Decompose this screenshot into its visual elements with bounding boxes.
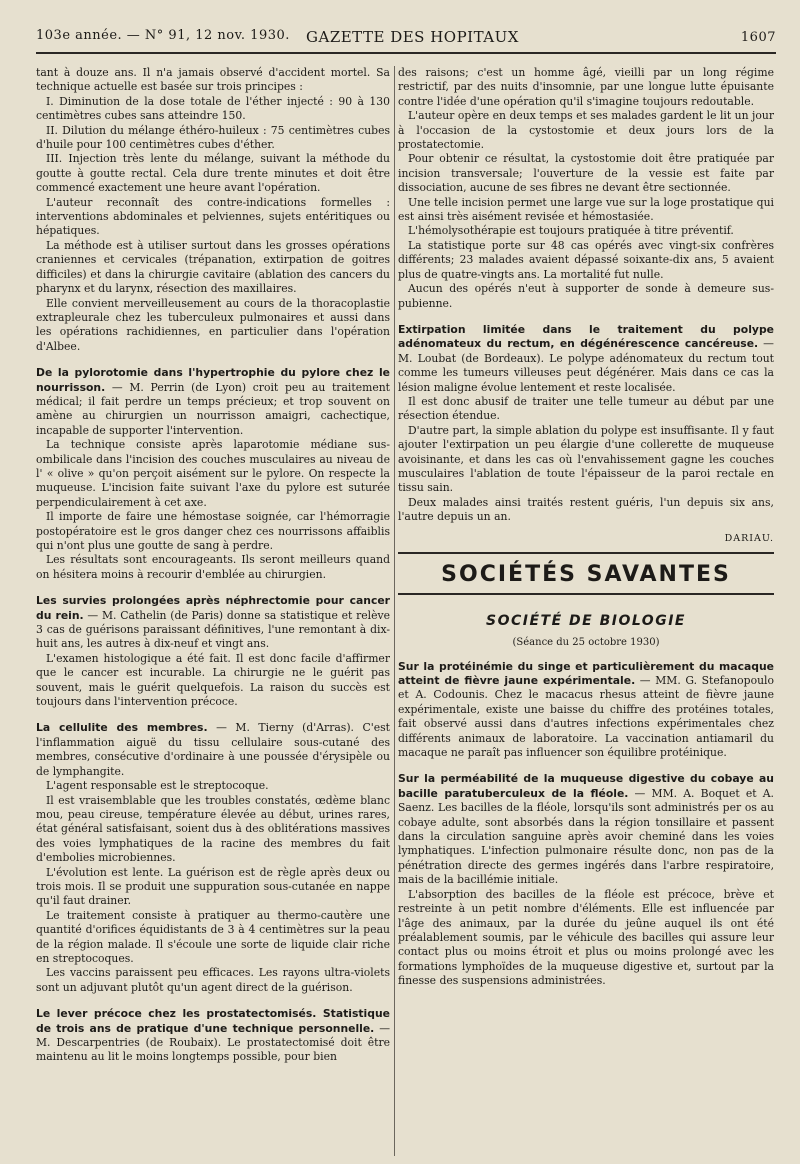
paragraph: L'évolution est lente. La guérison est de règle après deux ou trois mois. Il se produit une suppuration sous-cutanée en nappe qu'il faut drainer.: [36, 865, 390, 908]
paragraph: Les vaccins paraissent peu efficaces. Les rayons ultra-violets sont un adjuvant plutôt qu'un agent direct de la guérison.: [36, 966, 390, 994]
paragraph: des raisons; c'est un homme âgé, vieilli par un long régime restrictif, par des nuits d'insomnie, par une longue lutte épuisante contre l'idée d'une opération qu'il s'imagine toujours redoutable.: [398, 66, 774, 108]
paragraph: II. Dilution du mélange éthéro-huileux : 75 centimètres cubes d'huile pour 100 centimètres cubes d'éther.: [36, 123, 390, 152]
article-permeabilite: [398, 772, 774, 887]
paragraph: Aucun des opérés n'eut à supporter de sonde à demeure sus-pubienne.: [398, 282, 774, 310]
article-lead: — M. Descarpentries (de Roubaix). Le prostatectomisé doit être maintenu au lit le moins longtemps possible, pour bien: [36, 1021, 390, 1064]
paragraph: L'auteur opère en deux temps et ses malades gardent le lit un jour à l'occasion de la cystostomie et deux jours lors de la prostatectomie.: [398, 109, 774, 152]
paragraph: Pour obtenir ce résultat, la cystostomie doit être pratiquée par incision transversale; l'ouverture de la vessie est faite par dissociation, aucune de ses fibres ne devant être sectionnée.: [398, 152, 774, 195]
column-divider: [394, 66, 395, 1156]
paragraph: La méthode est à utiliser surtout dans les grosses opérations craniennes et cervicales (trépanation, extirpation de goitres difficiles) et dans la chirurgie cavitaire (ablation des cancers du pharynx et du larynx, résection des maxillaires.: [36, 238, 390, 296]
article-lead: — M. Loubat (de Bordeaux). Le polype adénomateux du rectum tout comme les tumeurs villeuses peut dégénérer. Mais dans ce cas la lésion maligne évolue lentement et reste localisée.: [398, 337, 774, 394]
journal-title: GAZETTE DES HOPITAUX: [306, 28, 519, 46]
paragraph: Deux malades ainsi traités restent guéris, l'un depuis six ans, l'autre depuis un an.: [398, 495, 774, 524]
paragraph: tant à douze ans. Il n'a jamais observé d'accident mortel. Sa technique actuelle est basée sur trois principes :: [36, 66, 390, 94]
paragraph: III. Injection très lente du mélange, suivant la méthode du goutte à goutte rectal. Cela dure trente minutes et doit être commencé exactement une heure avant l'opération.: [36, 152, 390, 195]
paragraph: La statistique porte sur 48 cas opérés avec vingt-six confrères différents; 23 malades avaient dépassé soixante-dix ans, 5 avaient plus de quatre-vingts ans. La mortalité fut nulle.: [398, 238, 774, 281]
article-title: De la pylorotomie dans l'hypertrophie du pylore chez le nourrisson.: [36, 366, 390, 394]
issue-info: 103e année. — N° 91, 12 nov. 1930.: [36, 28, 290, 43]
paragraph: L'hémolysothérapie est toujours pratiquée à titre préventif.: [408, 224, 734, 238]
paragraph: I. Diminution de la dose totale de l'éther injecté : 90 à 130 centimètres cubes sans atteindre 150.: [36, 94, 390, 123]
right-column: [398, 66, 774, 1161]
paragraph: La technique consiste après laparotomie médiane sus-ombilicale dans l'incision des couches musculaires au niveau de l' « olive » qu'on perçoit aisément sur le pylore. On respecte la muqueuse. L'incision faite suivant l'axe du pylore est suturée perpendiculairement à cet axe.: [36, 438, 390, 509]
article-title: La cellulite des membres.: [36, 721, 208, 735]
article-nephrectomie: [36, 594, 390, 652]
article-title: Extirpation limitée dans le traitement du polype adénomateux du rectum, en dégénérescence cancéreuse.: [398, 322, 774, 351]
session-date: (Séance du 25 octobre 1930): [512, 636, 660, 648]
paragraph: L'auteur reconnaît des contre-indications formelles : interventions abdominales et pelviennes, sujets entéritiques ou hépatiques.: [36, 195, 390, 238]
left-column: [36, 66, 390, 1161]
paragraph: Une telle incision permet une large vue sur la loge prostatique qui est ainsi très aisément revisée et hémostasiée.: [398, 195, 774, 224]
article-lever-precoce: [36, 1007, 390, 1065]
article-lead: — M. Tierny (d'Arras). C'est l'inflammation aiguë du tissu cellulaire sous-cutané des membres, consécutive d'ordinaire à une poussée d'érysipèle ou de lymphangite.: [36, 721, 390, 778]
page-header: [36, 22, 776, 54]
article-lead: — M. Cathelin (de Paris) donne sa statistique et relève 3 cas de guérisons paraissant définitives, l'une remontant à dix-huit ans, les autres à dix-neuf et vingt ans.: [36, 608, 390, 651]
society-heading: SOCIÉTÉ DE BIOLOGIE: [486, 612, 686, 629]
article-cellulite: [36, 721, 390, 779]
article-title: Le lever précoce chez les prostatectomisés. Statistique de trois ans de pratique d'une technique personnelle.: [36, 1007, 390, 1035]
paragraph: D'autre part, la simple ablation du polype est insuffisante. Il y faut ajouter l'extirpation un peu élargie d'une collerette de muqueuse avoisinante, et dans les cas où l'envahissement gagne les couches musculaires l'ablation de toute l'épaisseur de la paroi rectale en tissu sain.: [398, 423, 774, 495]
paragraph: Il est vraisemblable que les troubles constatés, œdème blanc mou, peau cireuse, température élevée au début, urines rares, état général satisfaisant, soient dus à des oblitérations massives des voies lymphatiques de la racine des membres du fait d'embolies microbiennes.: [36, 793, 390, 865]
article-title: Les survies prolongées après néphrectomie pour cancer du rein.: [36, 594, 390, 622]
article-lead: — MM. A. Boquet et A. Saenz. Les bacilles de la fléole, lorsqu'ils sont administrés per os au cobaye adulte, sont absorbés dans la région tonsillaire et passent dans la circulation sanguine après avoir cheminé dans les voies lymphatiques. L'infection pulmonaire résulte donc, non pas de la pénétration directe des germes ingérés dans l'arbre respiratoire, mais de la bacillémie initiale.: [398, 786, 774, 887]
paragraph: L'agent responsable est le streptocoque.: [46, 779, 269, 793]
paragraph: L'examen histologique a été fait. Il est donc facile d'affirmer que le cancer est incurable. La chirurgie ne le guérit pas souvent, mais le guérit quelquefois. La raison du succès est toujours dans l'intervention précoce.: [36, 651, 390, 709]
section-heading-societes: SOCIÉTÉS SAVANTES: [398, 552, 774, 595]
page-number: 1607: [740, 30, 776, 45]
paragraph: Elle convient merveilleusement au cours de la thoracoplastie extrapleurale chez les tuberculeux pulmonaires et aussi dans les opérations rachidiennes, en particulier dans l'opération d'Albee.: [36, 296, 390, 353]
article-proteinemie: [398, 660, 774, 761]
paragraph: Les résultats sont encourageants. Ils seront meilleurs quand on hésitera moins à recourir d'emblée au chirurgien.: [36, 553, 390, 581]
author-signature: DARIAU.: [724, 532, 774, 544]
article-polype: [398, 323, 774, 395]
paragraph: L'absorption des bacilles de la fléole est précoce, brève et restreinte à un petit nombre d'éléments. Elle est influencée par l'âge des animaux, par la durée du jeûne auquel ils ont été préalablement soumis, par le véhicule des bacilles qui assure leur contact plus ou moins étroit et plus ou moins prolongé avec les formations lymphoïdes de la muqueuse digestive et, surtout par la finesse des suspensions administrées.: [398, 887, 774, 988]
article-lead: — M. Perrin (de Lyon) croit peu au traitement médical; il fait perdre un temps précieux; et trop souvent on amène au chirurgien un nourrisson amaigri, cachectique, incapable de supporter l'intervention.: [36, 380, 390, 437]
paragraph: Il est donc abusif de traiter une telle tumeur au début par une résection étendue.: [398, 394, 774, 423]
article-pylorotomie: [36, 366, 390, 438]
paragraph: Le traitement consiste à pratiquer au thermo-cautère une quantité d'orifices équidistants de 3 à 4 centimètres sur la peau de la région malade. Il s'écoule une sorte de liquide clair riche en streptocoques.: [36, 908, 390, 965]
article-title: Sur la perméabilité de la muqueuse digestive du cobaye au bacille paratuberculeux de la fléole.: [398, 772, 774, 800]
article-title: Sur la protéinémie du singe et particulièrement du macaque atteint de fièvre jaune expérimentale.: [398, 659, 774, 687]
article-lead: — MM. G. Stefanopoulo et A. Codounis. Chez le macacus rhesus atteint de fièvre jaune expérimentale, existe une baisse du chiffre des protéines totales, fait observé aussi dans d'autres infections expérimentales chez différents animaux de laboratoire. La vaccination antiamaril du macaque ne paraît pas influencer son équilibre protéinique.: [398, 674, 774, 760]
paragraph: Il importe de faire une hémostase soignée, car l'hémorragie postopératoire est le gros danger chez ces nourrissons affaiblis qui n'ont plus une goutte de sang à perdre.: [36, 510, 390, 552]
